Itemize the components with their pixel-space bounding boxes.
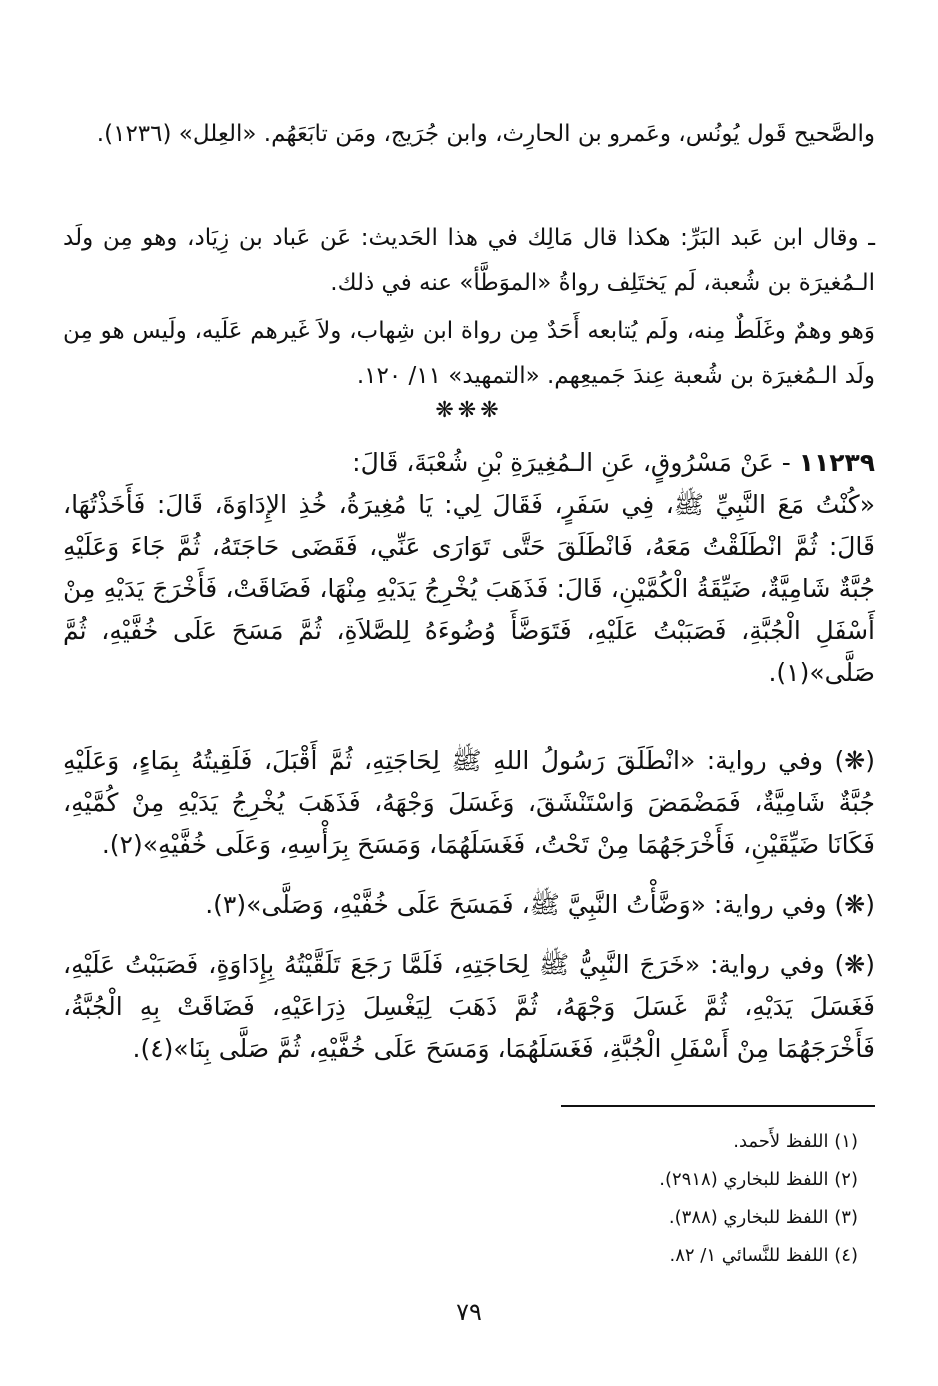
page-number: ٧٩ <box>456 1298 482 1326</box>
footnotes <box>258 1123 858 1275</box>
footnote-2: (٢) اللفظ للبخاري (٢٩١٨). <box>659 1169 858 1190</box>
riwaya-text: (❋) وفي رواية: «وَضَّأْتُ النَّبِيَّ ﷺ، فَمَسَحَ عَلَى خُفَّيْهِ، وَصَلَّى»(٣). <box>205 890 875 919</box>
paragraph-text: ـ وقال ابن عَبد البَرِّ: هكذا قال مَالِك في هذا الحَديث: عَن عَباد بن زِيَاد، وهو مِن ولَد الـمُغيرَة بن شُعبة، لَم يَختَلِف رواةُ «الموَطَّأ» عنه في ذلك. <box>63 225 875 296</box>
hadith-intro: - عَنْ مَسْرُوقٍ، عَنِ الـمُغِيرَةِ بْنِ شُعْبَةَ، قَالَ: <box>352 448 791 477</box>
footnote-3: (٣) اللفظ للبخاري (٣٨٨). <box>668 1207 858 1228</box>
footnote-divider <box>561 1105 875 1107</box>
hadith-main <box>63 442 875 694</box>
commentary-paragraph-tamhid <box>63 309 875 399</box>
footnote-1: (١) اللفظ لأَحمد. <box>733 1131 858 1152</box>
paragraph-text: وَهو وهمٌ وغَلَطٌ مِنه، ولَم يُتابعه أَحَدٌ مِن رواة ابن شِهاب، ولاَ غَيرهم عَلَيه، ولَيس هو مِن ولَد الـمُغيرَة بن شُعبة عِندَ جَميعِهم. «التمهيد» ١١/ ١٢٠. <box>63 318 875 389</box>
commentary-paragraph-ibn-abd-al-barr <box>63 216 875 306</box>
footnote-4: (٤) اللفظ للنَّسائي ١/ ٨٢. <box>669 1245 858 1266</box>
riwaya-text: (❋) وفي رواية: «انْطَلَقَ رَسُولُ اللهِ ﷺ لِحَاجَتِهِ، ثُمَّ أَقْبَلَ، فَلَقِيتُهُ بِمَاءٍ، وَعَلَيْهِ جُبَّةٌ شَامِيَّةٌ، فَمَضْمَضَ وَاسْتَنْشَقَ، وَغَسَلَ وَجْهَهُ، فَذَهَبَ يُخْرِجُ يَدَيْهِ مِنْ كُمَّيْهِ، فَكَانَا ضَيِّقَيْنِ، فَأَخْرَجَهُمَا مِنْ تَحْتُ، فَغَسَلَهُمَا، وَمَسَحَ بِرَأْسِهِ، وَعَلَى خُفَّيْهِ»(٢). <box>63 746 875 859</box>
hadith-heading <box>63 442 875 484</box>
riwaya-3 <box>63 944 875 1070</box>
riwaya-text: (❋) وفي رواية: «خَرَجَ النَّبِيُّ ﷺ لِحَاجَتِهِ، فَلَمَّا رَجَعَ تَلَقَّيْتُهُ بِإِدَاوَةٍ، فَصَبَبْتُ عَلَيْهِ، فَغَسَلَ يَدَيْهِ، ثُمَّ غَسَلَ وَجْهَهُ، ثُمَّ ذَهَبَ لِيَغْسِلَ ذِرَاعَيْهِ، فَضَاقَتْ بِهِ الْجُبَّةُ، فَأَخْرَجَهُمَا مِنْ أَسْفَلِ الْجُبَّةِ، فَغَسَلَهُمَا، وَمَسَحَ عَلَى خُفَّيْهِ، ثُمَّ صَلَّى بِنَا»(٤). <box>63 950 875 1063</box>
hadith-number: ١١٢٣٩ <box>798 448 875 477</box>
hadith-text: «كُنْتُ مَعَ النَّبِيِّ ﷺ، فِي سَفَرٍ، فَقَالَ لِي: يَا مُغِيرَةُ، خُذِ الإِدَاوَةَ، قَالَ: فَأَخَذْتُهَا، قَالَ: ثُمَّ انْطَلَقْتُ مَعَهُ، فَانْطَلَقَ حَتَّى تَوَارَى عَنِّي، فَقَضَى حَاجَتَهُ، ثُمَّ جَاءَ وَعَلَيْهِ جُبَّةٌ شَامِيَّةٌ، ضَيِّقَةُ الْكُمَّيْنِ، قَالَ: فَذَهَبَ يُخْرِجُ يَدَيْهِ مِنْهَا، فَضَاقَتْ، فَأَخْرَجَ يَدَيْهِ مِنْ أَسْفَلِ الْجُبَّةِ، فَصَبَبْتُ عَلَيْهِ، فَتَوَضَّأَ وُضُوءَهُ لِلصَّلاَةِ، ثُمَّ مَسَحَ عَلَى خُفَّيْهِ، ثُمَّ صَلَّى»(١). <box>63 490 875 687</box>
paragraph-text: والصَّحيح قَول يُونُس، وعَمرو بن الحارِث، وابن جُرَيج، ومَن تابَعَهُم. «العِلل» (١٢٣٦). <box>96 121 875 147</box>
riwaya-1 <box>63 740 875 866</box>
commentary-paragraph-ilal <box>63 112 875 157</box>
section-separator: ❋❋❋ <box>435 398 503 423</box>
riwaya-2 <box>63 884 875 926</box>
